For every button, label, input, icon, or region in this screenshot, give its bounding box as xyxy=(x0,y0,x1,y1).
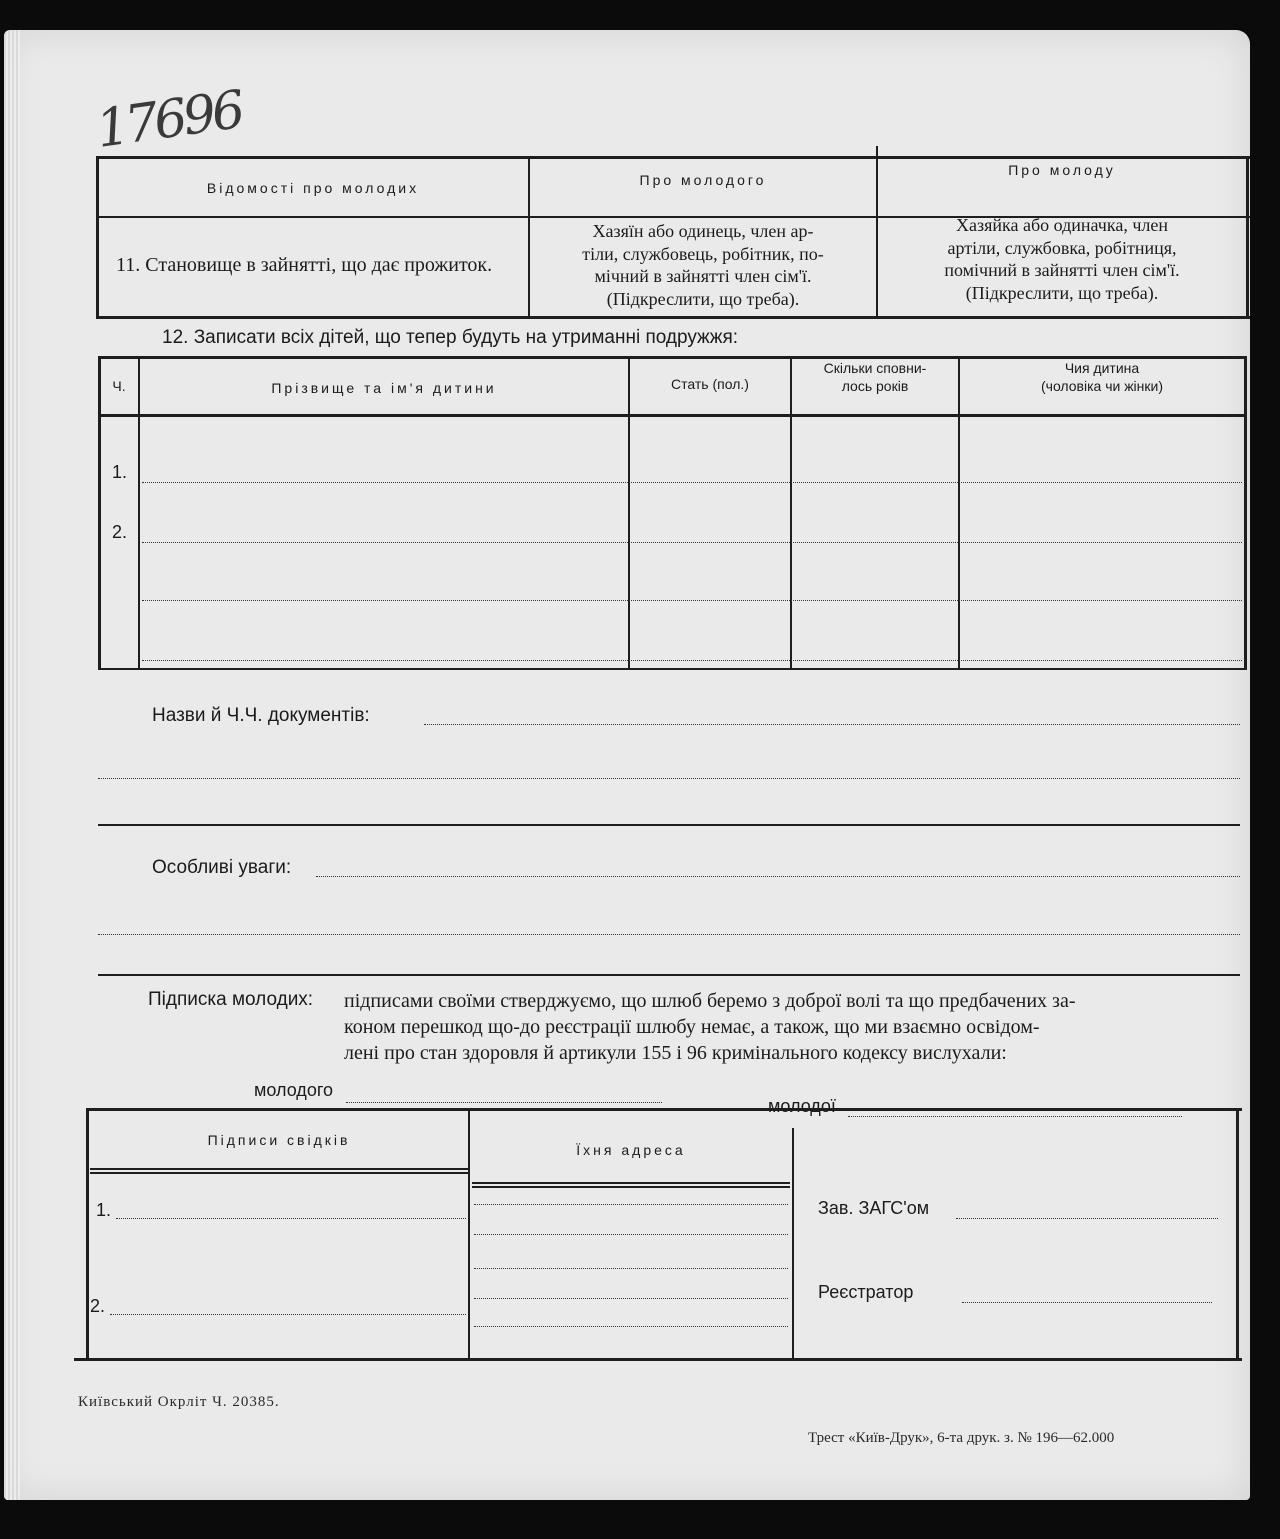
child-row-1: 1. xyxy=(112,462,128,482)
scan-background-edge xyxy=(1250,0,1280,1539)
registrar-label: Реєстратор xyxy=(818,1282,914,1302)
groom-signature-label: молодого xyxy=(254,1080,334,1100)
bride-option-line: Хазяйка або одиначка, член xyxy=(956,215,1168,235)
declaration-line: лені про стан здоровля й артикули 155 і 96 кримінального кодексу вислухали: xyxy=(344,1042,1007,1064)
signature-label: Підписка молодих: xyxy=(148,989,314,1010)
documents-line[interactable] xyxy=(424,724,1240,725)
witness-address-line[interactable] xyxy=(474,1326,788,1327)
declaration-line: підписами своїми стверджуємо, що шлюб беремо з доброї волі та що предбачених за- xyxy=(344,990,1076,1012)
header-bride: Про молоду xyxy=(1008,162,1116,178)
col-whose-child xyxy=(962,360,1242,395)
groom-occupation-options xyxy=(534,220,872,310)
witness-row-2: 2. xyxy=(90,1296,106,1316)
signature-declaration xyxy=(344,988,1244,1066)
col-age-line: Скільки сповни- xyxy=(823,360,927,376)
witness-1-signature-line[interactable] xyxy=(116,1218,466,1219)
groom-option-line: Хазяїн або одинець, член ар- xyxy=(592,221,814,241)
col-sex: Стать (пол.) xyxy=(671,376,749,392)
bride-signature-label: молодої xyxy=(768,1096,836,1116)
col-witness-signatures: Підписи свідків xyxy=(207,1132,351,1148)
col-number: Ч. xyxy=(112,378,126,394)
footer-printer-mark: Трест «Київ-Друк», 6-та друк. з. № 196—62.000 xyxy=(808,1430,1115,1446)
footer-censor-mark: Київський Окрліт Ч. 20385. xyxy=(78,1394,280,1410)
bride-occupation-options xyxy=(882,214,1242,304)
groom-signature-line[interactable] xyxy=(346,1102,662,1103)
bride-option-line: помічний в зайнятті член сім'ї. xyxy=(944,260,1180,280)
header-groom: Про молодого xyxy=(639,172,767,188)
groom-option-line: тіли, службовець, робітник, по- xyxy=(582,243,824,264)
groom-option-line: мічний в зайнятті член сім'ї. xyxy=(594,266,812,286)
witness-address-line[interactable] xyxy=(474,1298,788,1299)
witness-address-line[interactable] xyxy=(474,1204,788,1205)
witness-address-line[interactable] xyxy=(474,1268,788,1269)
groom-option-line: (Підкреслити, що треба). xyxy=(606,288,800,309)
col-witness-address: Їхня адреса xyxy=(576,1142,686,1158)
documents-line[interactable] xyxy=(98,778,1240,779)
registry-head-signature-line[interactable] xyxy=(956,1218,1218,1219)
bride-option-line: (Підкреслити, що треба). xyxy=(965,282,1159,303)
declaration-line: коном перешкод що-до реєстрації шлюбу немає, а також, що ми взаємно освідом- xyxy=(344,1016,1040,1038)
col-child-name: Прізвище та ім'я дитини xyxy=(271,380,497,396)
bride-signature-line[interactable] xyxy=(848,1116,1182,1117)
row-11-number: 11. xyxy=(116,254,141,276)
remarks-label: Особливі уваги: xyxy=(152,857,292,878)
col-whose-line: (чоловіка чи жінки) xyxy=(1040,377,1164,394)
witness-row-1: 1. xyxy=(96,1200,112,1220)
form-page xyxy=(4,30,1250,1500)
witness-2-signature-line[interactable] xyxy=(110,1314,466,1315)
row-11-text: Становище в зайнятті, що дає прожиток. xyxy=(145,254,493,276)
page-edge xyxy=(4,30,20,1500)
remarks-line[interactable] xyxy=(98,934,1240,935)
row-11-label xyxy=(116,252,516,278)
child-row-2: 2. xyxy=(112,522,128,542)
col-age xyxy=(794,360,956,395)
col-whose-line: Чия дитина xyxy=(1064,360,1140,376)
registry-head-label: Зав. ЗАГС'ом xyxy=(818,1198,930,1218)
documents-label: Назви й Ч.Ч. документів: xyxy=(152,705,370,726)
bride-option-line: артіли, службовка, робітниця, xyxy=(947,237,1177,258)
remarks-line[interactable] xyxy=(316,876,1240,877)
handwritten-annotation: 17696 xyxy=(92,80,245,160)
col-age-line: лось років xyxy=(841,377,909,394)
children-heading: 12. Записати всіх дітей, що тепер будуть на утриманні подружжя: xyxy=(162,327,739,348)
header-couple-info: Відомості про молодих xyxy=(206,180,420,196)
registrar-signature-line[interactable] xyxy=(962,1302,1212,1303)
witness-address-line[interactable] xyxy=(474,1234,788,1235)
